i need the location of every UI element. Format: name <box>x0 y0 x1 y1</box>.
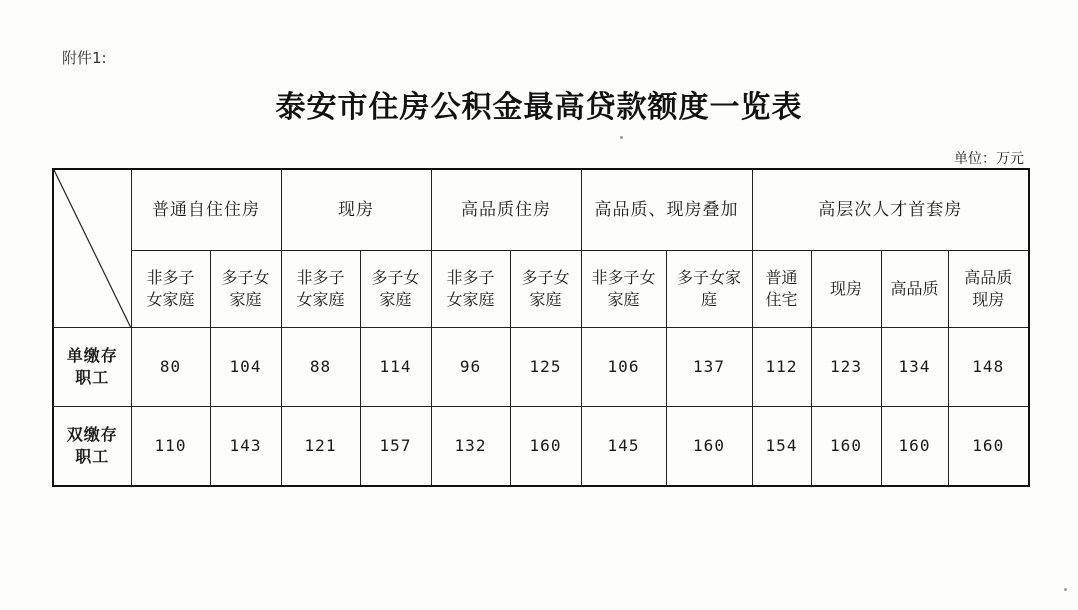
loan-limit-cell: 160 <box>948 407 1029 487</box>
loan-limit-cell: 134 <box>881 328 948 407</box>
column-subheader-line: 家庭 <box>379 290 412 309</box>
column-subheader-line: 多子女 <box>371 268 420 287</box>
column-subheader-line: 非多子 <box>146 268 195 287</box>
group-header-high-quality: 高品质住房 <box>431 169 581 251</box>
page-title: 泰安市住房公积金最高贷款额度一览表 <box>275 90 803 125</box>
column-subheader-line: 高品质 <box>890 279 939 298</box>
loan-limit-cell: 80 <box>131 328 210 407</box>
column-subheader-line: 现房 <box>972 290 1005 309</box>
column-subheader <box>510 251 581 328</box>
column-subheader <box>581 251 666 328</box>
column-subheader <box>666 251 752 328</box>
column-subheader <box>131 251 210 328</box>
column-subheader-line: 普通 <box>765 268 798 287</box>
column-subheader-line: 多子女 <box>521 268 570 287</box>
loan-limit-cell: 148 <box>948 328 1029 407</box>
loan-limit-cell: 114 <box>360 328 431 407</box>
column-subheader-line: 多子女家 <box>676 268 741 287</box>
loan-limit-cell: 123 <box>811 328 881 407</box>
group-header-ordinary: 普通自住住房 <box>131 169 281 251</box>
column-subheader-line: 庭 <box>700 290 717 309</box>
column-subheader-line: 家庭 <box>607 290 640 309</box>
column-subheader-line: 女家庭 <box>296 290 345 309</box>
group-header-combined: 高品质、现房叠加 <box>581 169 752 251</box>
loan-limit-cell: 88 <box>281 328 360 407</box>
row-header-double <box>53 407 131 487</box>
row-header-line: 职工 <box>75 447 110 466</box>
scan-speck <box>1064 588 1067 591</box>
column-subheader <box>210 251 281 328</box>
column-subheader-line: 家庭 <box>229 290 262 309</box>
scan-speck <box>620 136 623 139</box>
column-subheader <box>811 251 881 328</box>
loan-limit-cell: 154 <box>752 407 811 487</box>
column-subheader-line: 非多子 <box>296 268 345 287</box>
column-subheader-line: 女家庭 <box>446 290 495 309</box>
column-subheader-line: 多子女 <box>221 268 270 287</box>
column-subheader <box>431 251 510 328</box>
loan-limit-cell: 106 <box>581 328 666 407</box>
loan-limit-cell: 160 <box>666 407 752 487</box>
column-subheader-line: 非多子女 <box>591 268 656 287</box>
loan-limit-cell: 121 <box>281 407 360 487</box>
loan-limit-cell: 104 <box>210 328 281 407</box>
column-subheader-line: 家庭 <box>529 290 562 309</box>
row-header-line: 职工 <box>75 368 110 387</box>
column-subheader-line: 非多子 <box>446 268 495 287</box>
loan-limit-cell: 137 <box>666 328 752 407</box>
diagonal-line <box>54 170 131 327</box>
loan-limit-cell: 145 <box>581 407 666 487</box>
column-subheader-line: 住宅 <box>765 290 798 309</box>
column-subheader-line: 高品质 <box>964 268 1013 287</box>
row-header-single <box>53 328 131 407</box>
column-subheader <box>360 251 431 328</box>
loan-limit-cell: 125 <box>510 328 581 407</box>
row-header-line: 双缴存 <box>66 425 118 444</box>
column-subheader <box>281 251 360 328</box>
loan-limit-cell: 157 <box>360 407 431 487</box>
loan-limit-cell: 132 <box>431 407 510 487</box>
column-subheader <box>752 251 811 328</box>
loan-limit-table <box>52 168 1030 487</box>
loan-limit-cell: 110 <box>131 407 210 487</box>
group-header-talent: 高层次人才首套房 <box>752 169 1029 251</box>
attachment-label: 附件1: <box>62 49 107 67</box>
column-subheader-line: 女家庭 <box>146 290 195 309</box>
column-subheader-line: 现房 <box>829 279 862 298</box>
row-header-line: 单缴存 <box>66 346 118 365</box>
corner-diagonal-cell <box>53 169 131 328</box>
loan-limit-cell: 96 <box>431 328 510 407</box>
loan-limit-cell: 160 <box>510 407 581 487</box>
loan-limit-cell: 160 <box>881 407 948 487</box>
loan-limit-cell: 112 <box>752 328 811 407</box>
column-subheader <box>948 251 1029 328</box>
loan-limit-cell: 160 <box>811 407 881 487</box>
group-header-existing: 现房 <box>281 169 431 251</box>
unit-label: 单位：万元 <box>954 151 1024 167</box>
loan-limit-cell: 143 <box>210 407 281 487</box>
column-subheader <box>881 251 948 328</box>
